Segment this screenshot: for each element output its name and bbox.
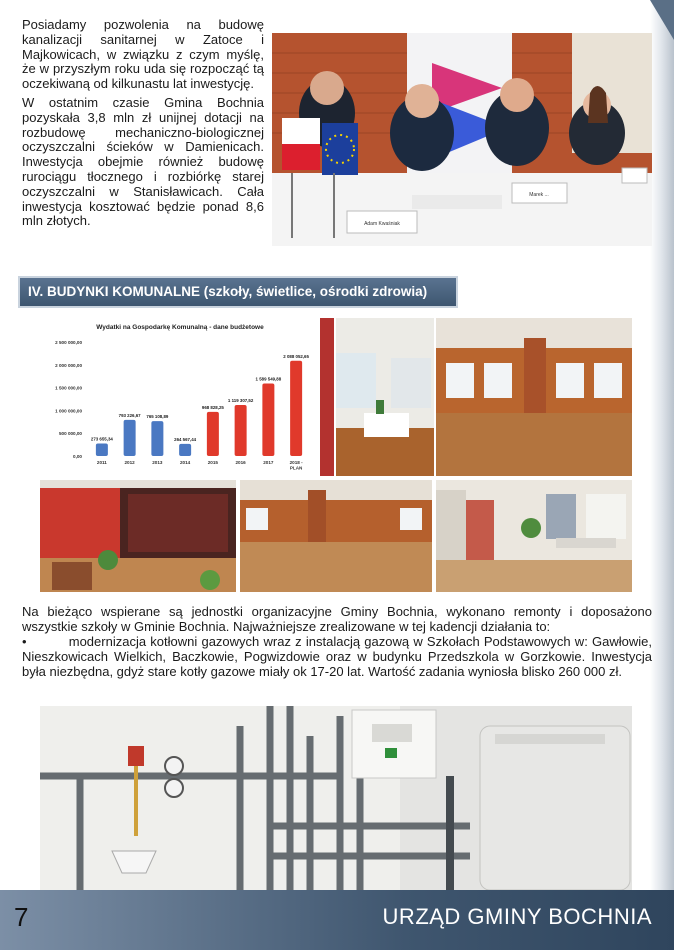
page-footer [0, 890, 674, 950]
x-tick-label: 2012 [124, 460, 135, 465]
signing-ceremony-photo [272, 33, 652, 246]
bar-value-label: 264 567,44 [174, 436, 197, 442]
bar [179, 444, 191, 456]
bullet-text: modernizacja kotłowni gazowych wraz z instalacją gazową w Szkołach Podstawowych w: Gawłowie, Nieszkowicach Wielkich, Baczkowie, Pogwizdowie oraz w budynku Przedszkola w Gorzkowie. Inwestycja była niezbędna, gdyż stare kotły gazowe miały ok 17-20 lat. Wartość zadania wyniosła blisko 260 000 zł. [22, 634, 652, 679]
body-paragraph: Na bieżąco wspierane są jednostki organizacyjne Gminy Bochnia, wykonano remonty i doposażono wszystkie szkoły w Gminie Bochnia. Najważniejsze zrealizowane w tej kadencji działania to: [22, 604, 652, 634]
x-tick-label: 2018 -PLAN [289, 460, 303, 471]
x-tick-label: 2016 [235, 460, 246, 465]
bar-value-label: 273 655,34 [90, 436, 113, 442]
bar [290, 361, 302, 456]
meeting-room-photo [336, 318, 434, 476]
y-tick-label: 0,00 [73, 454, 82, 459]
y-tick-label: 1 500 000,00 [55, 385, 82, 391]
intro-paragraph-1: Posiadamy pozwolenia na budowę kanalizacji sanitarnej w Zatoce i Majkowicach, w związku z czym myślę, że w przyszłym roku uda się rozpocząć tą oczekiwaną od kilkunastu lat inwestycję. [22, 17, 264, 92]
bullet-marker: • [22, 634, 27, 649]
y-tick-label: 1 000 000,00 [55, 408, 82, 414]
bar [235, 405, 247, 456]
y-tick-label: 2 500 000,00 [55, 340, 82, 345]
x-tick-label: 2011 [96, 460, 107, 465]
bar-value-label: 793 226,67 [118, 412, 141, 418]
organization-name: URZĄD GMINY BOCHNIA [382, 904, 652, 929]
x-tick-label: 2017 [263, 460, 274, 465]
nameplate-text-2: Marek ... [529, 192, 549, 198]
page-number: 7 [14, 902, 29, 932]
expenses-chart [40, 318, 316, 476]
y-tick-label: 2 000 000,00 [55, 362, 82, 368]
corridor-photo [240, 480, 432, 592]
bar-value-label: 1 119 307,52 [227, 397, 254, 403]
section-heading: IV. BUDYNKI KOMUNALNE (szkoły, świetlice, ośrodki zdrowia) [20, 278, 456, 306]
bar [96, 444, 108, 456]
body-text [22, 604, 652, 679]
y-tick-label: 500 000,00 [59, 431, 82, 437]
intro-paragraph-2: W ostatnim czasie Gmina Bochnia pozyskała 3,8 mln zł unijnej dotacji na rozbudowę mechaniczno-biologicznej oczyszczalni ścieków w Damienicach. Inwestycja obejmie również budowę rurociągu tłocznego i rozbiórkę starej oczyszczalni w Stanisławicach. Cała inwestycja kosztować będzie ponad 8,6 mln złotych. [22, 94, 264, 229]
bar-value-label: 968 828,25 [201, 404, 224, 410]
bar-value-label: 2 088 052,65 [283, 353, 309, 359]
building-photo-red-wall [320, 318, 334, 476]
hall-photo [436, 318, 632, 476]
x-tick-label: 2014 [180, 460, 191, 465]
x-tick-label: 2013 [152, 460, 163, 465]
intro-text [22, 18, 264, 233]
bar [262, 384, 274, 456]
page-edge-decoration [650, 0, 674, 890]
stage-hall-photo [40, 480, 236, 592]
bar-value-label: 765 108,89 [146, 414, 169, 420]
bar [207, 412, 219, 456]
bullet-item [22, 634, 652, 679]
boiler-room-photo [40, 706, 632, 890]
bar-value-label: 1 589 549,88 [255, 376, 282, 382]
chart-title: Wydatki na Gospodarkę Komunalną - dane budżetowe [96, 324, 264, 331]
corner-accent [650, 0, 674, 40]
bar [124, 420, 136, 456]
bar [151, 421, 163, 456]
x-tick-label: 2015 [207, 460, 218, 465]
nameplate-text-1: Adam Kwaśniak [364, 221, 400, 227]
library-photo [436, 480, 632, 592]
